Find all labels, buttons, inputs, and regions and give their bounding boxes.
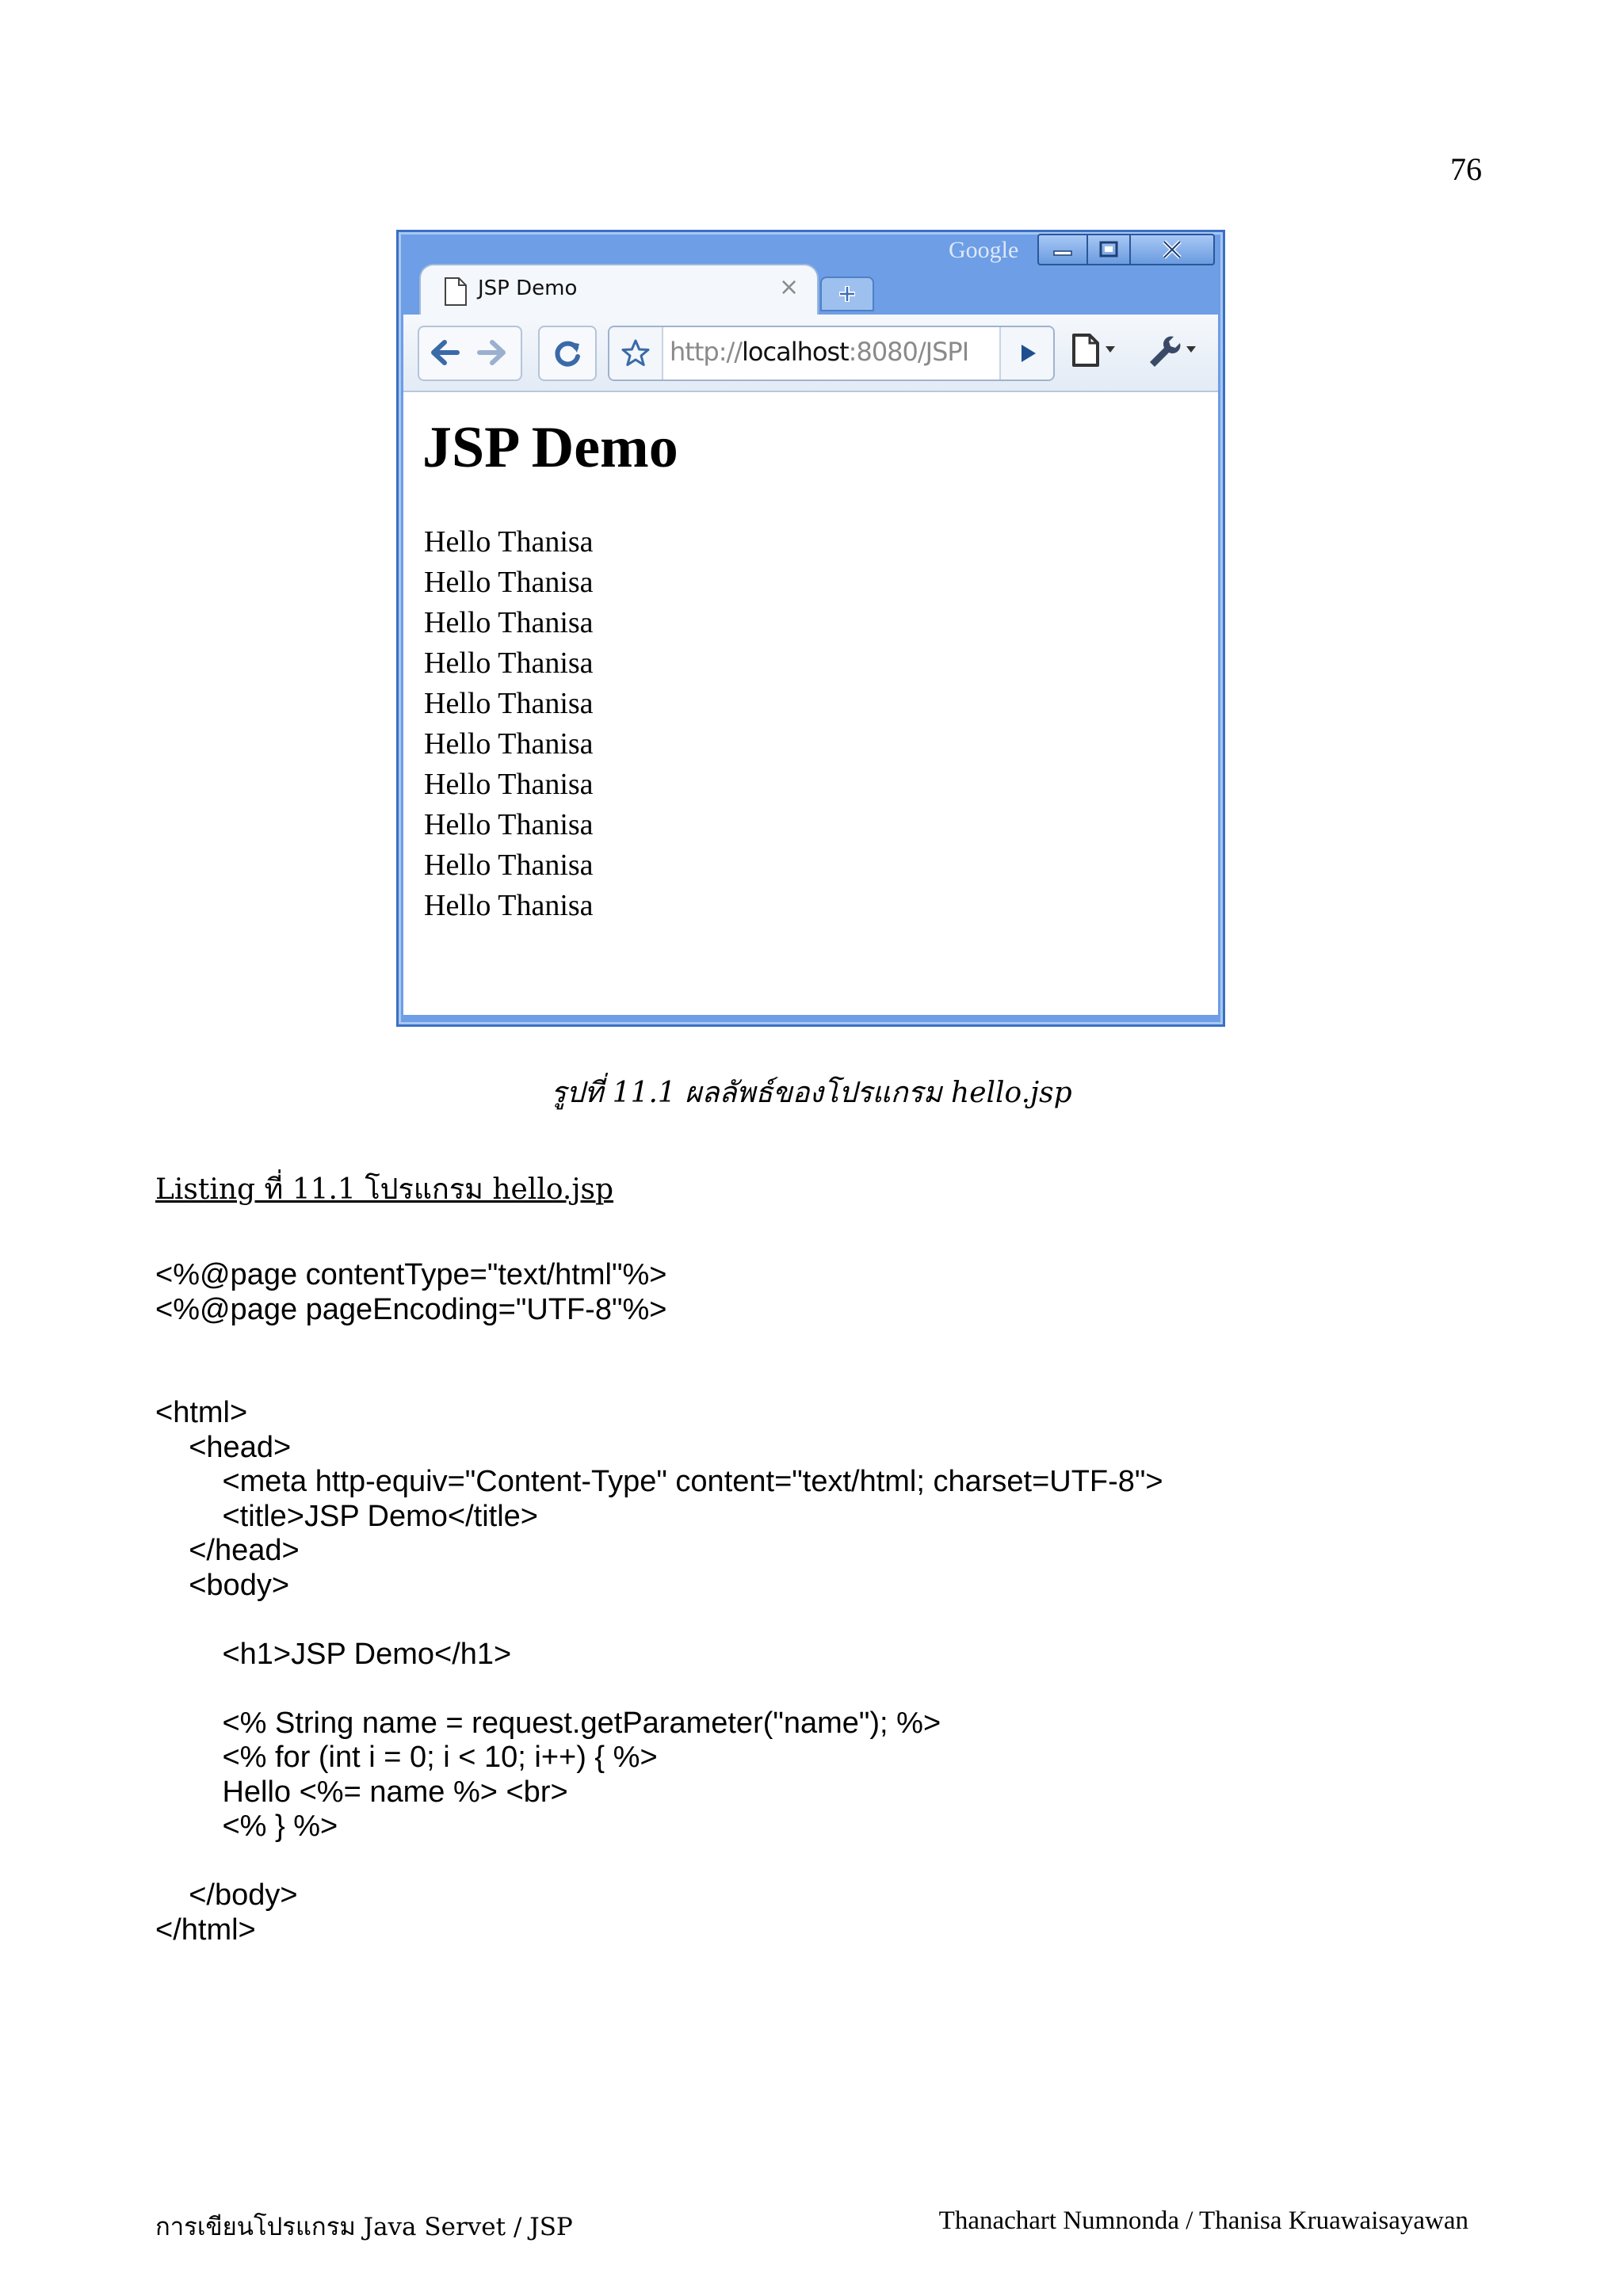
hello-line: Hello Thanisa xyxy=(424,808,594,841)
code-line: <%@page pageEncoding="UTF-8"%> xyxy=(155,1292,667,1326)
close-icon xyxy=(1160,239,1184,260)
figure-caption: รูปที่ 11.1 ผลลัพธ์ของโปรแกรม hello.jsp xyxy=(551,1077,1072,1109)
code-line: </head> xyxy=(155,1534,300,1567)
google-brand-label: Google xyxy=(949,237,1019,263)
footer-left: การเขียนโปรแกรม Java Servet / JSP xyxy=(155,2213,573,2241)
page-viewport xyxy=(403,392,1218,1015)
code-line: Hello <%= name %> <br> xyxy=(155,1775,568,1809)
forward-arrow-icon[interactable] xyxy=(475,337,510,368)
code-line: <meta http-equiv="Content-Type" content="text/html; charset=UTF-8"> xyxy=(155,1465,1163,1498)
code-line: <% for (int i = 0; i < 10; i++) { %> xyxy=(155,1741,658,1774)
wrench-menu-icon[interactable] xyxy=(1144,330,1204,370)
maximize-button[interactable] xyxy=(1086,234,1131,265)
code-line xyxy=(155,1844,1163,1879)
navigation-buttons xyxy=(418,326,522,381)
tab-title: JSP Demo xyxy=(478,277,578,300)
code-line: <h1>JSP Demo</h1> xyxy=(155,1637,512,1671)
code-line: <%@page contentType="text/html"%> xyxy=(155,1258,667,1291)
code-line: <title>JSP Demo</title> xyxy=(155,1499,538,1533)
page-heading: JSP Demo xyxy=(422,415,678,480)
url-scheme: http:// xyxy=(670,337,743,367)
plus-icon xyxy=(836,283,858,305)
footer-right: Thanachart Numnonda / Thanisa Kruawaisayawan xyxy=(938,2206,1468,2235)
hello-line: Hello Thanisa xyxy=(424,889,594,922)
hello-line: Hello Thanisa xyxy=(424,525,594,559)
close-window-button[interactable] xyxy=(1129,234,1215,265)
play-icon xyxy=(1015,341,1039,365)
address-bar[interactable] xyxy=(608,326,1055,381)
reload-button[interactable] xyxy=(538,326,597,381)
code-line: <% } %> xyxy=(155,1810,338,1843)
hello-line: Hello Thanisa xyxy=(424,646,594,680)
hello-output-list xyxy=(424,522,594,926)
url-path: :8080/JSPI xyxy=(848,337,969,367)
code-line xyxy=(155,1327,1163,1362)
browser-toolbar xyxy=(403,315,1218,392)
page-menu-icon[interactable] xyxy=(1069,330,1125,370)
bookmark-button[interactable] xyxy=(609,327,663,379)
page-icon xyxy=(443,277,468,307)
code-line: <html> xyxy=(155,1396,248,1429)
url-text xyxy=(670,337,968,367)
star-icon xyxy=(620,338,651,369)
code-line: <% String name = request.getParameter("name"); %> xyxy=(155,1706,941,1740)
maximize-icon xyxy=(1098,240,1119,259)
page-number: 76 xyxy=(1450,151,1482,187)
code-line: <body> xyxy=(155,1568,290,1602)
tab-jsp-demo[interactable] xyxy=(419,264,819,318)
code-line: </body> xyxy=(155,1878,298,1912)
hello-line: Hello Thanisa xyxy=(424,606,594,639)
go-button[interactable] xyxy=(999,327,1053,379)
code-listing xyxy=(155,1258,1163,1947)
reload-icon xyxy=(552,338,583,369)
hello-line: Hello Thanisa xyxy=(424,566,594,599)
minimize-icon xyxy=(1052,242,1074,257)
browser-window-screenshot xyxy=(396,230,1225,1027)
url-host: localhost xyxy=(742,337,849,367)
back-arrow-icon[interactable] xyxy=(427,337,462,368)
code-line: </html> xyxy=(155,1913,256,1947)
minimize-button[interactable] xyxy=(1037,234,1088,265)
listing-title: Listing ที่ 11.1 โปรแกรม hello.jsp xyxy=(155,1173,614,1206)
hello-line: Hello Thanisa xyxy=(424,727,594,761)
hello-line: Hello Thanisa xyxy=(424,849,594,882)
hello-line: Hello Thanisa xyxy=(424,768,594,801)
code-line: <head> xyxy=(155,1430,292,1464)
code-line xyxy=(155,1362,1163,1397)
hello-line: Hello Thanisa xyxy=(424,687,594,720)
tab-close-icon[interactable]: × xyxy=(779,273,800,301)
code-line xyxy=(155,1603,1163,1638)
new-tab-button[interactable] xyxy=(820,277,874,311)
code-line xyxy=(155,1672,1163,1707)
